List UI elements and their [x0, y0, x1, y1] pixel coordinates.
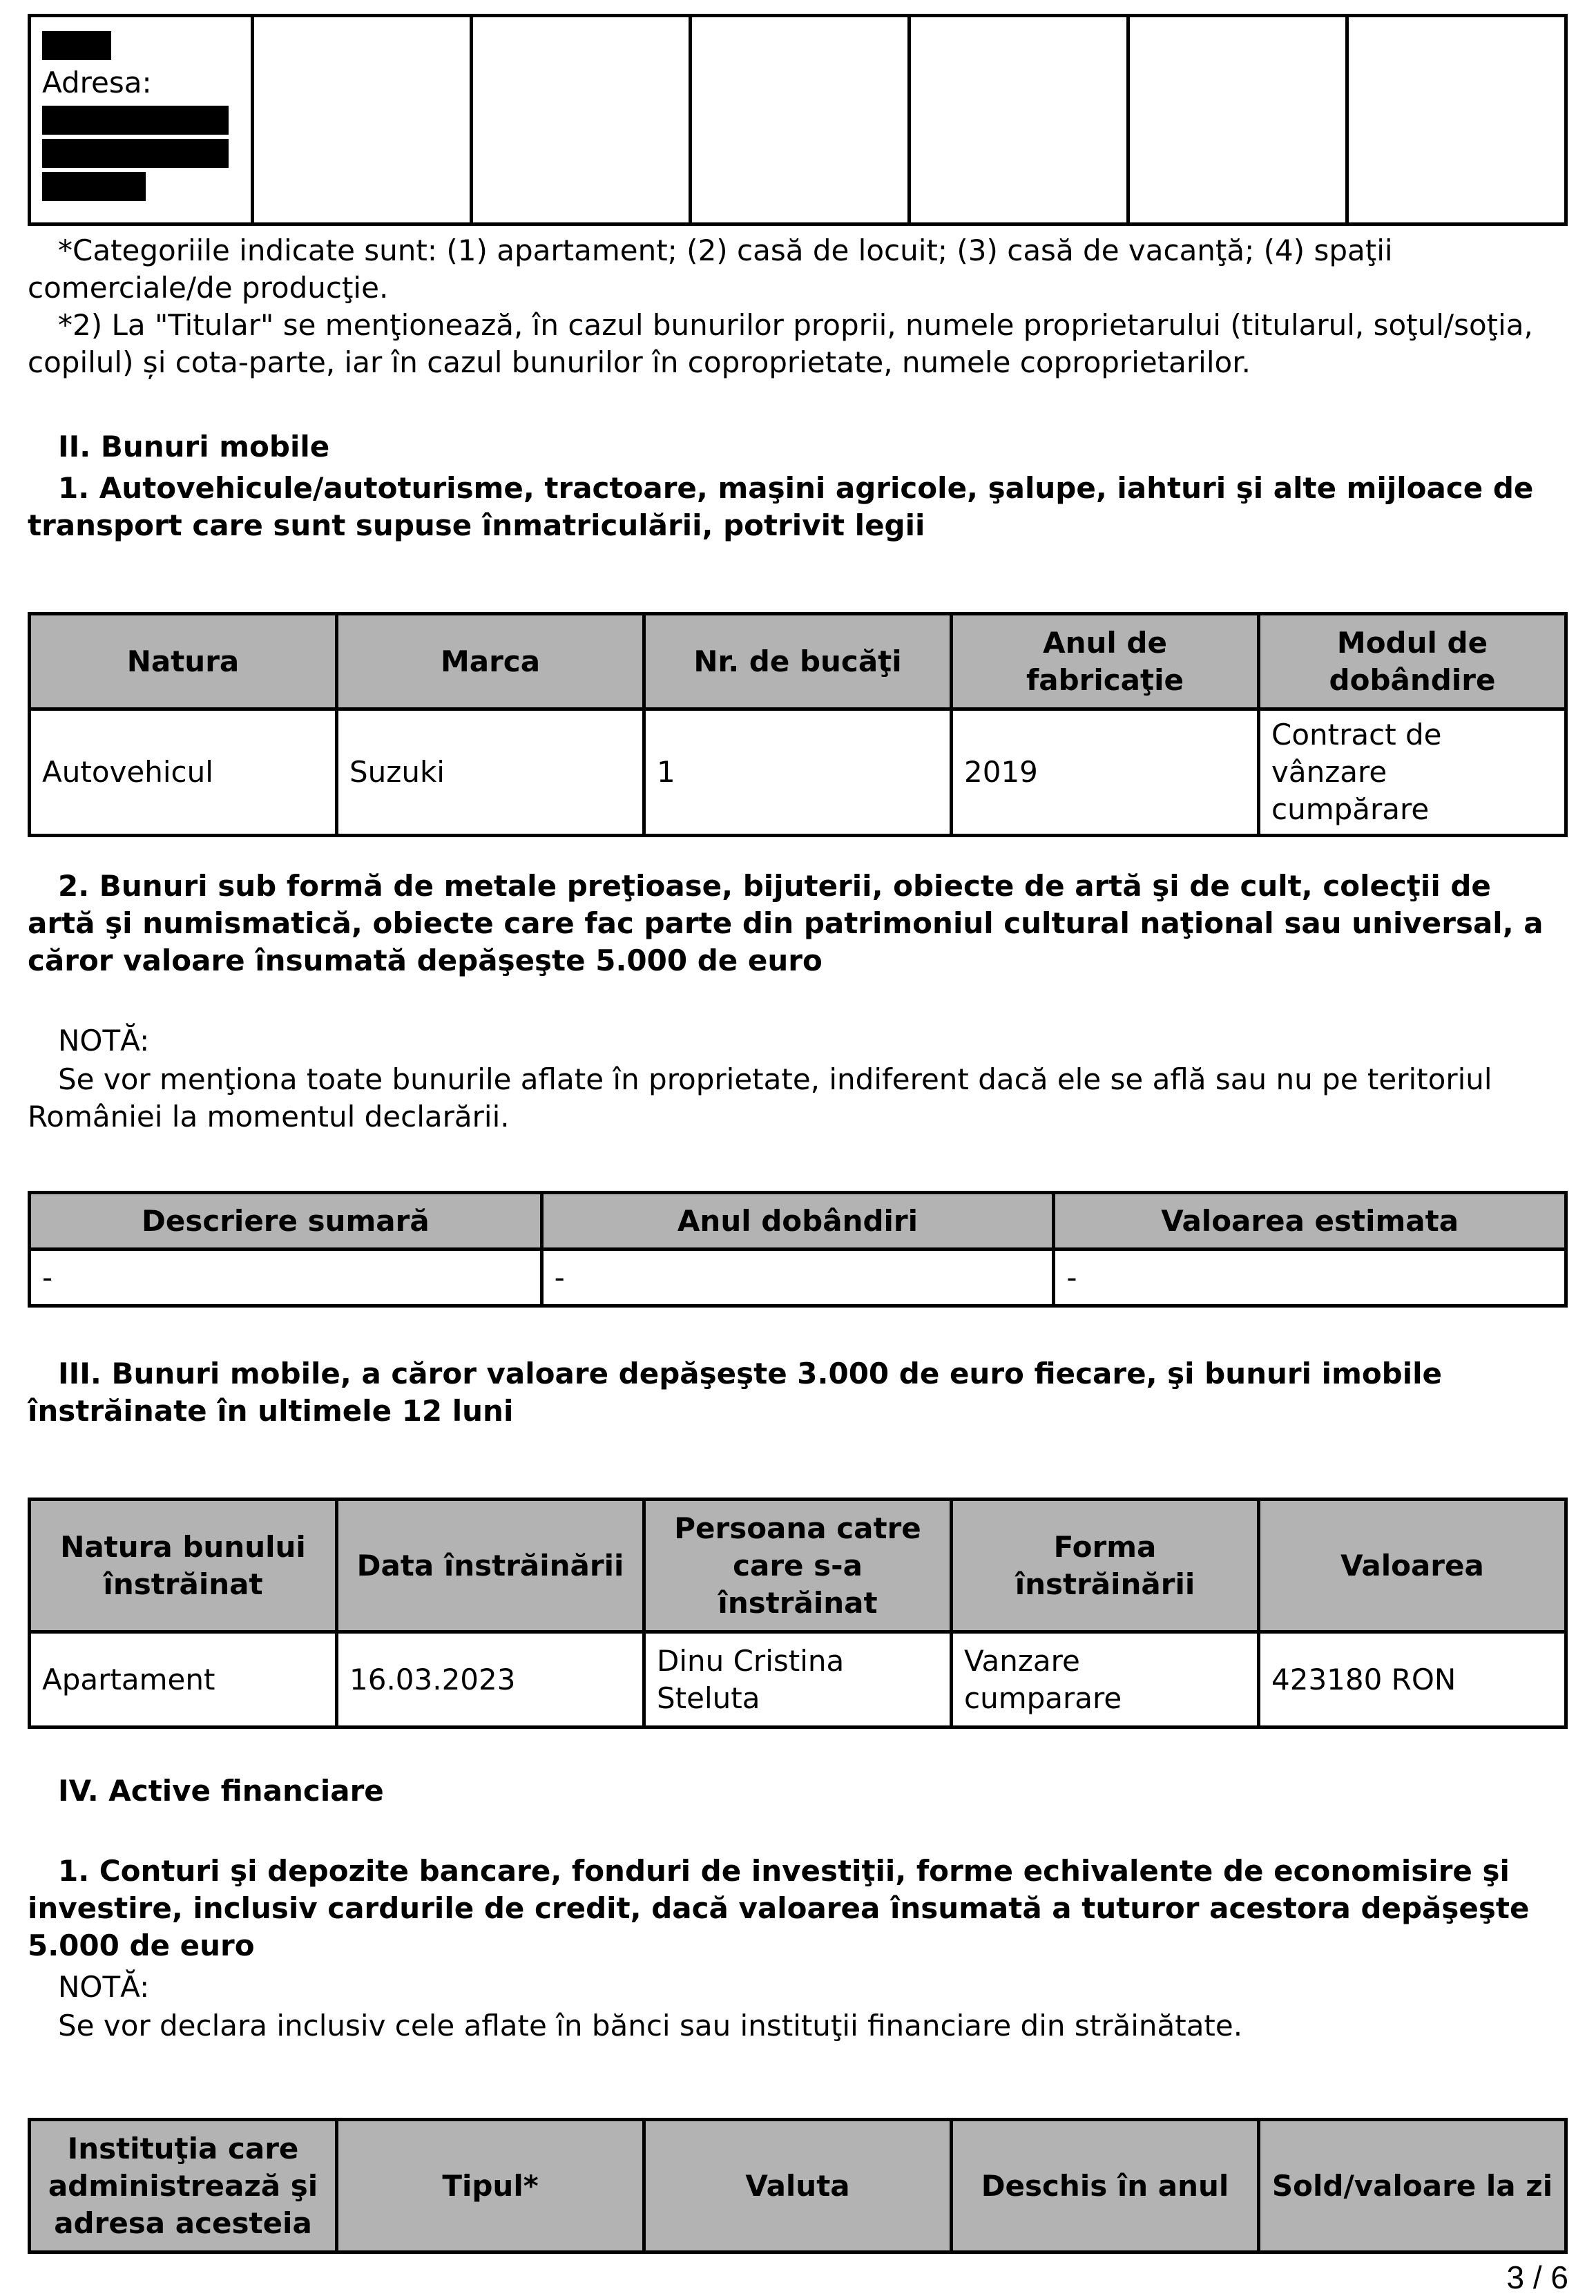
- column-header: Tipul*: [337, 2120, 644, 2252]
- subsection-title-valuables: 2. Bunuri sub formă de metale preţioase, bijuterii, obiecte de artă şi de cult, colecţii de artă şi numismatică, obiecte care fac parte din patrimoniul cultural naţional sau universal, a căror valoare însumată depăşeşte 5.000 de euro: [28, 869, 1544, 977]
- table-cell: Contract de vânzare cumpărare: [1259, 709, 1566, 836]
- column-header: Deschis în anul: [952, 2120, 1259, 2252]
- table-row: [30, 1250, 1566, 1306]
- accounts-table: [28, 2118, 1568, 2254]
- subsection-title-vehicles: 1. Autovehicule/autoturisme, tractoare, maşini agricole, şalupe, iahturi şi alte mijloace de transport care sunt supuse înmatriculării, potrivit legii: [28, 471, 1534, 542]
- table-cell: [253, 16, 472, 224]
- table-row: [30, 16, 1566, 224]
- table-cell: [1128, 16, 1347, 224]
- alienated-table: [28, 1498, 1568, 1729]
- property-table-continued: [28, 14, 1568, 226]
- table-cell: 423180 RON: [1259, 1632, 1566, 1728]
- column-header: Natura bunului înstrăinat: [30, 1500, 337, 1632]
- section-title-alienated: III. Bunuri mobile, a căror valoare depăşeşte 3.000 de euro fiecare, şi bunuri imobile înstrăinate în ultimele 12 luni: [28, 1357, 1443, 1428]
- note-label: NOTĂ:: [58, 1024, 150, 1058]
- valuables-table: [28, 1191, 1568, 1308]
- column-header: Valuta: [644, 2120, 952, 2252]
- table-cell: [1347, 16, 1566, 224]
- column-header: Nr. de bucăţi: [644, 614, 952, 709]
- column-header: Instituţia care administrează şi adresa acesteia: [30, 2120, 337, 2252]
- note-text: Se vor menţiona toate bunurile aflate în proprietate, indiferent dacă ele se află sau nu pe teritoriul României la momentul declarării.: [28, 1062, 1492, 1133]
- column-header: Valoarea: [1259, 1500, 1566, 1632]
- note-text: Se vor declara inclusiv cele aflate în bănci sau instituţii financiare din străinătate.: [58, 2009, 1243, 2043]
- table-cell: Autovehicul: [30, 709, 337, 836]
- page-number: 3 / 6: [1506, 2259, 1568, 2295]
- table-cell: 1: [644, 709, 952, 836]
- table-cell: [910, 16, 1128, 224]
- note-label: NOTĂ:: [58, 1970, 150, 2004]
- table-row: [30, 1632, 1566, 1728]
- redaction-block: [42, 106, 229, 135]
- table-cell: [472, 16, 691, 224]
- column-header: Modul de dobândire: [1259, 614, 1566, 709]
- footnote-categories: *Categoriile indicate sunt: (1) apartament; (2) casă de locuit; (3) casă de vacanţă; (4) spaţii comerciale/de producţie.: [28, 233, 1393, 305]
- vehicles-table: [28, 612, 1568, 837]
- column-header: Forma înstrăinării: [952, 1500, 1259, 1632]
- section-title-financial-assets: IV. Active financiare: [58, 1774, 384, 1808]
- table-cell: -: [30, 1250, 542, 1306]
- table-header-row: [30, 2120, 1566, 2252]
- section-title-bunuri-mobile: II. Bunuri mobile: [58, 430, 330, 463]
- redaction-block: [42, 139, 229, 168]
- table-cell: Vanzare cumparare: [952, 1632, 1259, 1728]
- table-cell: [691, 16, 910, 224]
- column-header: Sold/valoare la zi: [1259, 2120, 1566, 2252]
- column-header: Marca: [337, 614, 644, 709]
- subsection-title-accounts: 1. Conturi şi depozite bancare, fonduri de investiţii, forme echivalente de economisire şi investire, inclusiv cardurile de credit, dacă valoarea însumată a tuturor acestora depăşeşte 5.000 de euro: [28, 1854, 1530, 1962]
- table-cell: Suzuki: [337, 709, 644, 836]
- address-cell: [30, 16, 253, 224]
- column-header: Anul de fabricaţie: [952, 614, 1259, 709]
- address-label: Adresa:: [42, 66, 152, 99]
- table-cell: Apartament: [30, 1632, 337, 1728]
- column-header: Descriere sumară: [30, 1193, 542, 1250]
- redaction-block: [42, 31, 111, 60]
- column-header: Valoarea estimata: [1054, 1193, 1566, 1250]
- table-cell: 2019: [952, 709, 1259, 836]
- redaction-block: [42, 172, 146, 201]
- table-header-row: [30, 1500, 1566, 1632]
- table-cell: -: [541, 1250, 1054, 1306]
- table-header-row: [30, 614, 1566, 709]
- column-header: Data înstrăinării: [337, 1500, 644, 1632]
- column-header: Natura: [30, 614, 337, 709]
- table-cell: 16.03.2023: [337, 1632, 644, 1728]
- table-header-row: [30, 1193, 1566, 1250]
- footnotes: [28, 232, 1568, 381]
- footnote-titular: *2) La "Titular" se menţionează, în cazul bunurilor proprii, numele proprietarului (titularul, soţul/soţia, copilul) și cota-parte, iar în cazul bunurilor în coproprietate, numele coproprietarilor.: [28, 308, 1533, 379]
- column-header: Persoana catre care s-a înstrăinat: [644, 1500, 952, 1632]
- table-cell: -: [1054, 1250, 1566, 1306]
- table-row: [30, 709, 1566, 836]
- column-header: Anul dobândiri: [541, 1193, 1054, 1250]
- table-cell: Dinu Cristina Steluta: [644, 1632, 952, 1728]
